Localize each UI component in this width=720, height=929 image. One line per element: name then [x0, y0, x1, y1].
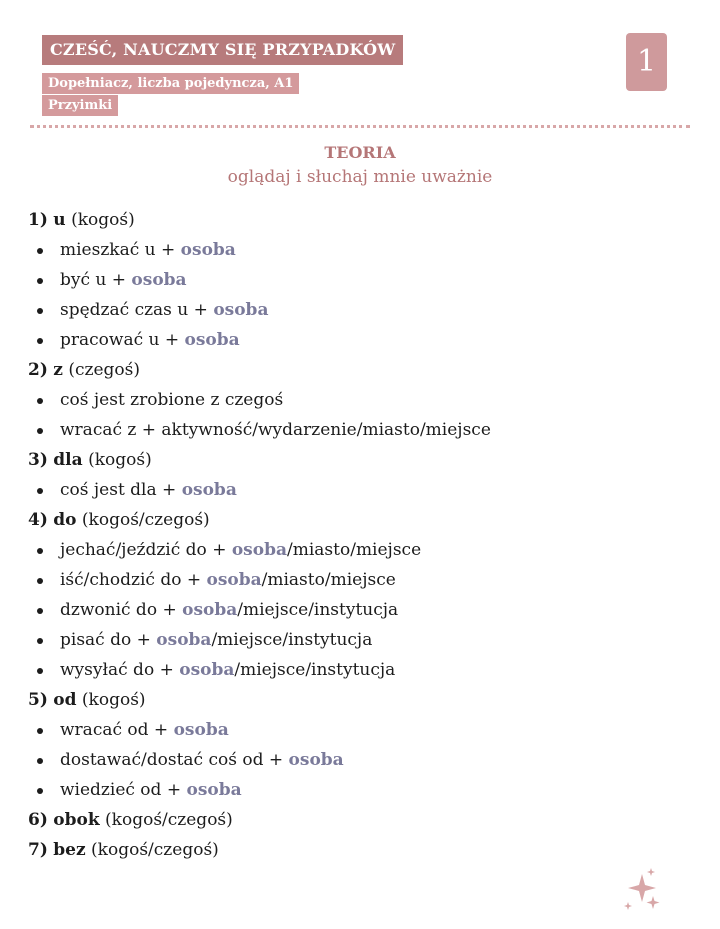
- preposition: u: [53, 210, 66, 230]
- case-hint: (kogoś): [81, 690, 146, 710]
- list-item: [28, 295, 698, 325]
- list-item: [28, 625, 698, 655]
- list-item: [28, 265, 698, 295]
- theory-subtitle: oglądaj i słuchaj mnie uważnie: [227, 167, 493, 187]
- case-hint: (kogoś): [88, 450, 152, 470]
- section-number: 7): [28, 840, 48, 860]
- section-heading: [28, 205, 698, 235]
- section-number: 1): [28, 210, 48, 230]
- highlight-word: osoba: [182, 600, 238, 620]
- section-number: 3): [28, 450, 48, 470]
- section-number: 5): [28, 690, 48, 710]
- highlight-word: osoba: [181, 480, 237, 500]
- item-text: wracać od +: [60, 720, 174, 740]
- item-suffix: /miejsce/instytucja: [234, 660, 396, 680]
- sparkle-icon: [620, 868, 666, 914]
- preposition: bez: [53, 840, 86, 860]
- section-number: 4): [28, 510, 48, 530]
- theory-title: TEORIA: [324, 143, 396, 162]
- highlight-word: osoba: [179, 660, 235, 680]
- section-number: 6): [28, 810, 48, 830]
- subtitle-label: Dopełniacz, liczba pojedyncza, A1: [42, 73, 299, 94]
- section-heading: [28, 805, 698, 835]
- item-text: pisać do +: [60, 630, 157, 650]
- content: [28, 205, 698, 865]
- preposition: obok: [53, 810, 100, 830]
- list-item: [28, 325, 698, 355]
- case-hint: (czegoś): [68, 360, 140, 380]
- item-text: wiedzieć od +: [60, 780, 187, 800]
- item-suffix: /miejsce/instytucja: [211, 630, 373, 650]
- item-text: dzwonić do +: [60, 600, 183, 620]
- list-item: [28, 655, 698, 685]
- highlight-word: osoba: [213, 300, 269, 320]
- item-text: jechać/jeździć do +: [60, 540, 232, 560]
- item-text: dostawać/dostać coś od +: [60, 750, 289, 770]
- highlight-word: osoba: [231, 540, 287, 560]
- highlight-word: osoba: [180, 240, 236, 260]
- topic-label: Przyimki: [42, 95, 118, 116]
- highlight-word: osoba: [186, 780, 242, 800]
- item-suffix: /miejsce/instytucja: [237, 600, 399, 620]
- item-text: spędzać czas u +: [60, 300, 214, 320]
- list-item: [28, 385, 698, 415]
- list-item: [28, 235, 698, 265]
- item-text: coś jest zrobione z czegoś: [60, 390, 284, 410]
- case-hint: (kogoś): [71, 210, 135, 230]
- case-hint: (kogoś/czegoś): [91, 840, 219, 860]
- item-suffix: /miasto/miejsce: [261, 570, 396, 590]
- list-item: [28, 475, 698, 505]
- preposition: od: [53, 690, 77, 710]
- list-item: [28, 775, 698, 805]
- dotted-divider: [30, 125, 690, 128]
- item-text: wysyłać do +: [60, 660, 180, 680]
- item-suffix: /miasto/miejsce: [287, 540, 422, 560]
- highlight-word: osoba: [173, 720, 229, 740]
- highlight-word: osoba: [288, 750, 344, 770]
- list-item: [28, 535, 698, 565]
- item-text: coś jest dla +: [60, 480, 182, 500]
- page-number: 1: [626, 33, 667, 91]
- section-heading: [28, 835, 698, 865]
- list-item: [28, 715, 698, 745]
- preposition: dla: [53, 450, 83, 470]
- item-text: być u +: [60, 270, 132, 290]
- list-item: [28, 415, 698, 445]
- highlight-word: osoba: [184, 330, 240, 350]
- section-heading: [28, 685, 698, 715]
- section-heading: [28, 355, 698, 385]
- section-number: 2): [28, 360, 48, 380]
- list-item: [28, 745, 698, 775]
- list-item: [28, 565, 698, 595]
- highlight-word: osoba: [156, 630, 212, 650]
- section-heading: [28, 445, 698, 475]
- title-label: CZEŚĆ, NAUCZMY SIĘ PRZYPADKÓW: [42, 35, 403, 65]
- case-hint: (kogoś/czegoś): [81, 510, 210, 530]
- preposition: z: [53, 360, 63, 380]
- item-text: wracać z + aktywność/wydarzenie/miasto/miejsce: [60, 420, 491, 440]
- list-item: [28, 595, 698, 625]
- item-text: iść/chodzić do +: [60, 570, 207, 590]
- case-hint: (kogoś/czegoś): [105, 810, 233, 830]
- preposition: do: [53, 510, 77, 530]
- section-heading: [28, 505, 698, 535]
- item-text: pracować u +: [60, 330, 185, 350]
- item-text: mieszkać u +: [60, 240, 181, 260]
- highlight-word: osoba: [131, 270, 187, 290]
- highlight-word: osoba: [206, 570, 262, 590]
